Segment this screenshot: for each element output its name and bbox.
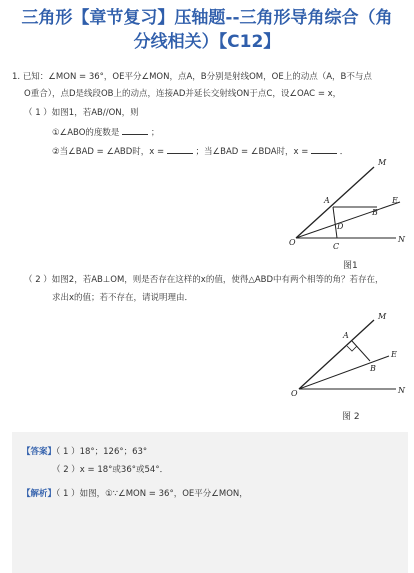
answer-tag: 【答案】 [22,447,57,457]
part1-q2-text-a: ②当∠BAD = ∠ABD时，x = [52,147,165,157]
part1-q1-end: ； [150,128,160,138]
part1-q1-text: ①∠ABO的度数是 [52,128,120,138]
part2-line-1: （ 2 ）如图2，若AB⊥OM，则是否存在这样的x的值，使得△ABD中有两个相等的角？若存在， [24,275,384,285]
right-angle-mark [347,346,357,351]
label-n: N [398,386,405,395]
analysis-tag: 【解析】 [22,489,57,499]
problem-line-2: O重合），点D是线段OB上的动点，连接AD并延长交射线ON于点C，设∠OAC = x， [24,89,342,99]
label-e: E [392,196,398,205]
label-c: C [333,242,340,251]
answer-line-1 [22,446,147,459]
figure-2-caption: 图 2 [342,412,360,422]
ray-om [299,320,374,389]
answer-part-2: （ 2 ）x = 18°或36°或54°． [52,465,169,475]
title-line-2: 分线相关）【C12】 [133,32,281,52]
part2-line-2: 求出x的值；若不存在，请说明理由． [52,293,194,303]
answer-part-1: （ 1 ）18°；126°；63° [56,447,148,457]
problem-line-1: 1. 已知：∠MON = 36°，OE平分∠MON，点A，B分别是射线OM，OE上的动点（A，B不与点 [12,72,372,82]
label-o: O [289,238,296,247]
label-d: D [337,222,344,231]
label-m: M [378,158,387,167]
label-a: A [324,196,330,205]
label-b: B [370,364,376,373]
label-o: O [291,389,298,398]
label-n: N [398,235,405,244]
label-e: E [391,350,397,359]
segment-ab [352,341,370,361]
analysis-text: （ 1 ）如图，①∵∠MON = 36°，OE平分∠MON， [56,489,248,499]
label-b: B [372,208,378,217]
label-m: M [378,312,387,321]
title-line-1: 三角形【章节复习】压轴题--三角形导角综合（角 [21,8,393,28]
label-a: A [343,331,349,340]
figure-1-caption: 图1 [343,261,358,271]
part1-q2-end: ． [339,147,349,157]
part1-intro: （ 1 ）如图1，若AB//ON，则 [24,108,139,118]
analysis-line-1 [22,488,248,501]
part1-q2-text-b: ；当∠BAD = ∠BDA时，x = [195,147,309,157]
